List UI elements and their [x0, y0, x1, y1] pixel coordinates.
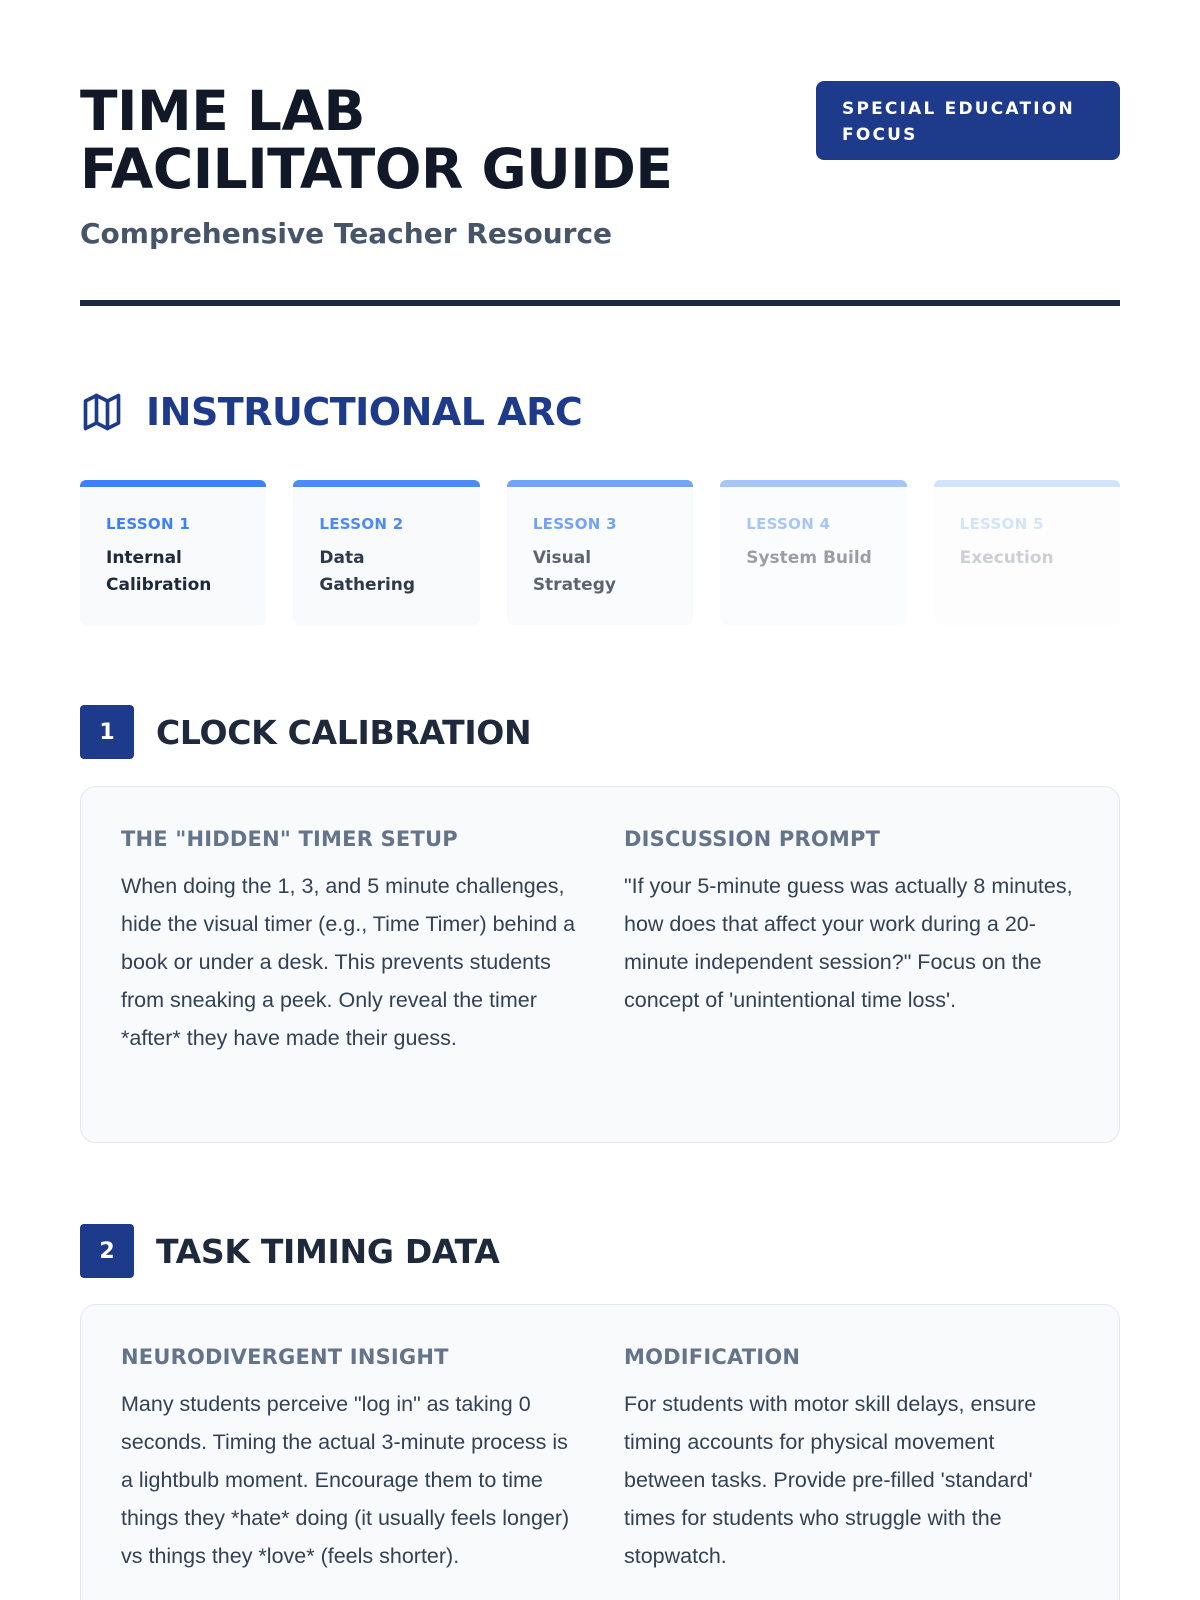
lesson-card-1	[80, 480, 266, 625]
section-card-task-timing-data	[80, 1304, 1120, 1600]
lesson-name-line-1: System Build	[746, 548, 872, 568]
badge-line-1: SPECIAL EDUCATION	[842, 99, 1075, 119]
page-title-line-1: TIME LAB	[80, 79, 365, 143]
guide-header	[80, 79, 1120, 312]
column-heading: MODIFICATION	[624, 1345, 801, 1369]
lesson-card-2	[293, 480, 479, 625]
lesson-name-line-1: Internal	[106, 548, 182, 568]
column-heading: NEURODIVERGENT INSIGHT	[121, 1345, 449, 1369]
lesson-timeline	[80, 480, 1120, 625]
section-heading-clock-calibration	[80, 705, 531, 759]
lesson-name	[106, 545, 240, 599]
lesson-name	[746, 545, 880, 572]
section-number-badge: 2	[80, 1224, 134, 1278]
lesson-label: LESSON 4	[746, 515, 831, 533]
header-divider	[80, 300, 1120, 306]
lesson-name-line-1: Data	[319, 548, 365, 568]
section-number-badge: 1	[80, 705, 134, 759]
instructional-arc-title: INSTRUCTIONAL ARC	[146, 390, 583, 434]
lesson-name-line-2: Gathering	[319, 575, 416, 595]
lesson-name	[533, 545, 667, 599]
column-body: For students with motor skill delays, ensure timing accounts for physical movement between tasks. Provide pre-filled 'standard' times for students who struggle with the stopwatch.	[624, 1392, 1037, 1568]
section-title: TASK TIMING DATA	[156, 1231, 500, 1271]
page-title-line-2: FACILITATOR GUIDE	[80, 137, 673, 201]
section-title: CLOCK CALIBRATION	[156, 712, 532, 752]
lesson-name-line-2: Strategy	[532, 575, 616, 595]
lesson-card-5	[934, 480, 1120, 625]
page-subtitle: Comprehensive Teacher Resource	[80, 217, 613, 250]
section-card-clock-calibration	[80, 786, 1120, 1143]
column-body: Many students perceive "log in" as taking 0 seconds. Timing the actual 3-minute process is a lightbulb moment. Encourage them to time things they *hate* doing (it usually feels longer) vs things they *love* (feels shorter).	[121, 1392, 570, 1568]
lesson-label: LESSON 5	[959, 515, 1044, 533]
lesson-card-4	[720, 480, 906, 625]
column-modification	[624, 1345, 1079, 1600]
column-discussion-prompt	[624, 827, 1079, 1142]
lesson-name-line-1: Visual	[532, 548, 592, 568]
lesson-name-line-1: Execution	[959, 548, 1054, 568]
special-education-badge	[816, 81, 1120, 160]
badge-line-2: FOCUS	[842, 125, 918, 145]
column-body: When doing the 1, 3, and 5 minute challenges, hide the visual timer (e.g., Time Timer) behind a book or under a desk. This prevents students from sneaking a peek. Only reveal the timer *after* they have made their guess.	[121, 874, 576, 1050]
lesson-name	[319, 545, 453, 599]
column-heading: THE "HIDDEN" TIMER SETUP	[121, 827, 458, 851]
map-icon	[80, 390, 124, 434]
lesson-name-line-2: Calibration	[106, 575, 212, 595]
lesson-label: LESSON 1	[106, 515, 191, 533]
lesson-label: LESSON 2	[319, 515, 404, 533]
instructional-arc-heading	[80, 390, 582, 434]
column-neurodivergent-insight	[121, 1345, 576, 1600]
column-heading: DISCUSSION PROMPT	[624, 827, 881, 851]
lesson-label: LESSON 3	[532, 515, 617, 533]
section-heading-task-timing-data	[80, 1224, 499, 1278]
column-hidden-timer-setup	[121, 827, 576, 1142]
lesson-name	[960, 545, 1094, 572]
column-body: "If your 5-minute guess was actually 8 minutes, how does that affect your work during a 20-minute independent session?" Focus on the concept of 'unintentional time loss'.	[624, 874, 1073, 1012]
lesson-card-3	[507, 480, 693, 625]
